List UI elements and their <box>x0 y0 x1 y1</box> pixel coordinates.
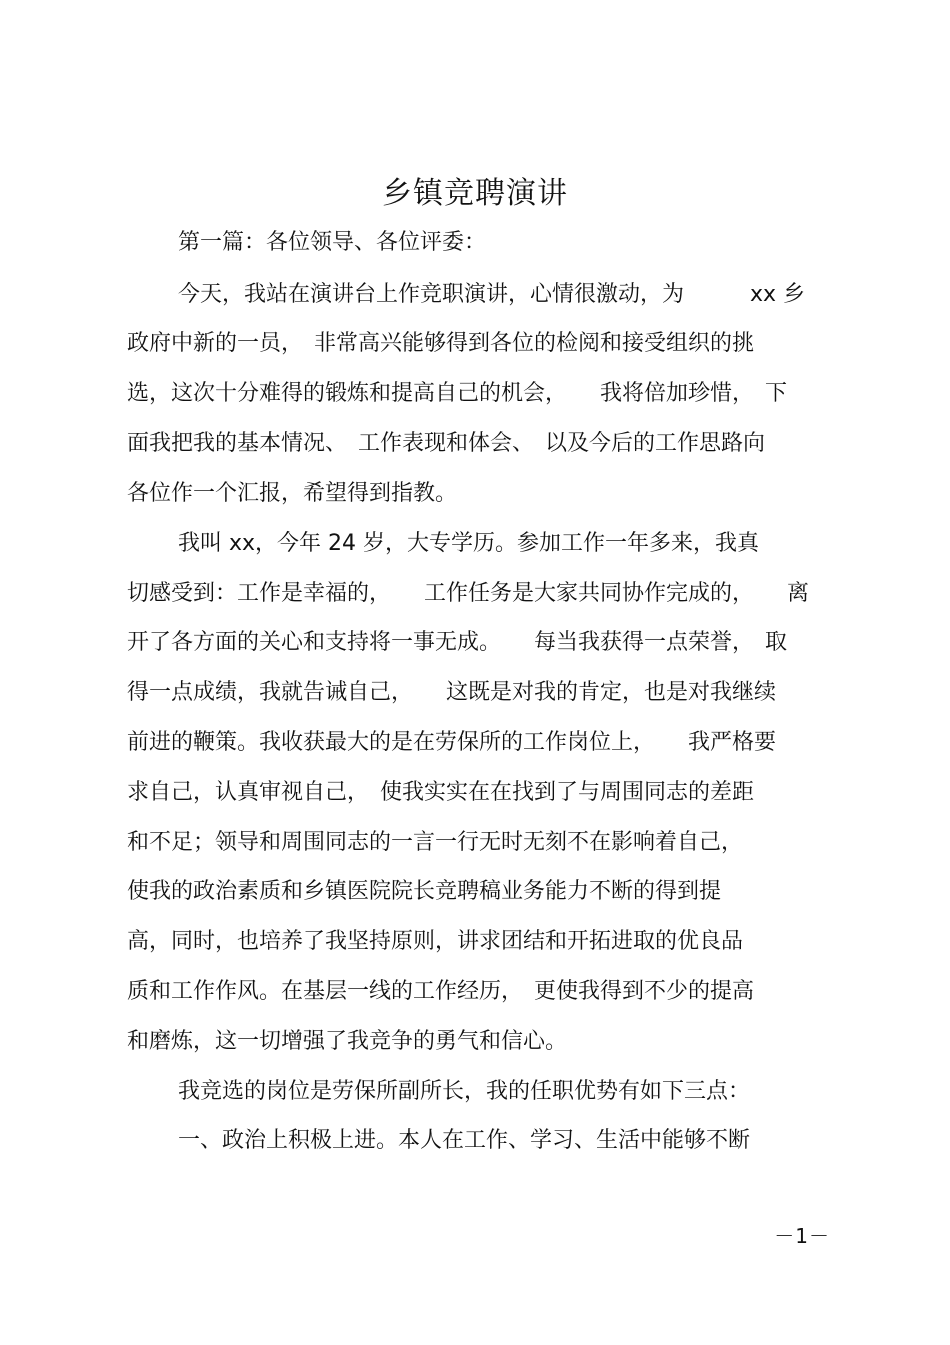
paragraph-line: 开了各方面的关心和支持将一事无成。 每当我获得一点荣誉， 取 <box>127 630 788 655</box>
paragraph-line: 切感受到：工作是幸福的， 工作任务是大家共同协作完成的， 离 <box>127 581 810 606</box>
paragraph-line: 和不足；领导和周围同志的一言一行无时无刻不在影响着自己， <box>127 830 744 855</box>
document-title: 乡镇竞聘演讲 <box>382 176 568 211</box>
paragraph-line: 今天，我站在演讲台上作竞职演讲，心情很激动，为 xx 乡 <box>178 282 806 307</box>
paragraph-line: 和磨炼，这一切增强了我竞争的勇气和信心。 <box>127 1029 568 1054</box>
paragraph-line: 我竞选的岗位是劳保所副所长，我的任职优势有如下三点： <box>178 1079 751 1104</box>
paragraph-line: 前进的鞭策。我收获最大的是在劳保所的工作岗位上， 我严格要 <box>127 730 777 755</box>
paragraph-line: 我叫 xx，今年 24 岁，大专学历。参加工作一年多来，我真 <box>178 531 760 556</box>
paragraph-line: 求自己，认真审视自己， 使我实实在在找到了与周围同志的差距 <box>127 780 755 805</box>
paragraph-line: 选，这次十分难得的锻炼和提高自己的机会， 我将倍加珍惜， 下 <box>127 381 788 406</box>
paragraph-line: 一、政治上积极上进。本人在工作、学习、生活中能够不断 <box>178 1128 751 1153</box>
paragraph-line: 使我的政治素质和乡镇医院院长竞聘稿业务能力不断的得到提 <box>127 879 722 904</box>
paragraph-line: 得一点成绩，我就告诫自己， 这既是对我的肯定，也是对我继续 <box>127 680 777 705</box>
paragraph-line: 政府中新的一员， 非常高兴能够得到各位的检阅和接受组织的挑 <box>127 331 755 356</box>
page-number: －1－ <box>774 1224 830 1248</box>
paragraph-line: 高，同时，也培养了我坚持原则，讲求团结和开拓进取的优良品 <box>127 929 744 954</box>
paragraph-line: 面我把我的基本情况、 工作表现和体会、 以及今后的工作思路向 <box>127 431 766 456</box>
paragraph-line: 第一篇：各位领导、各位评委： <box>178 230 487 255</box>
paragraph-line: 各位作一个汇报，希望得到指教。 <box>127 481 458 506</box>
paragraph-line: 质和工作作风。在基层一线的工作经历， 更使我得到不少的提高 <box>127 979 755 1004</box>
